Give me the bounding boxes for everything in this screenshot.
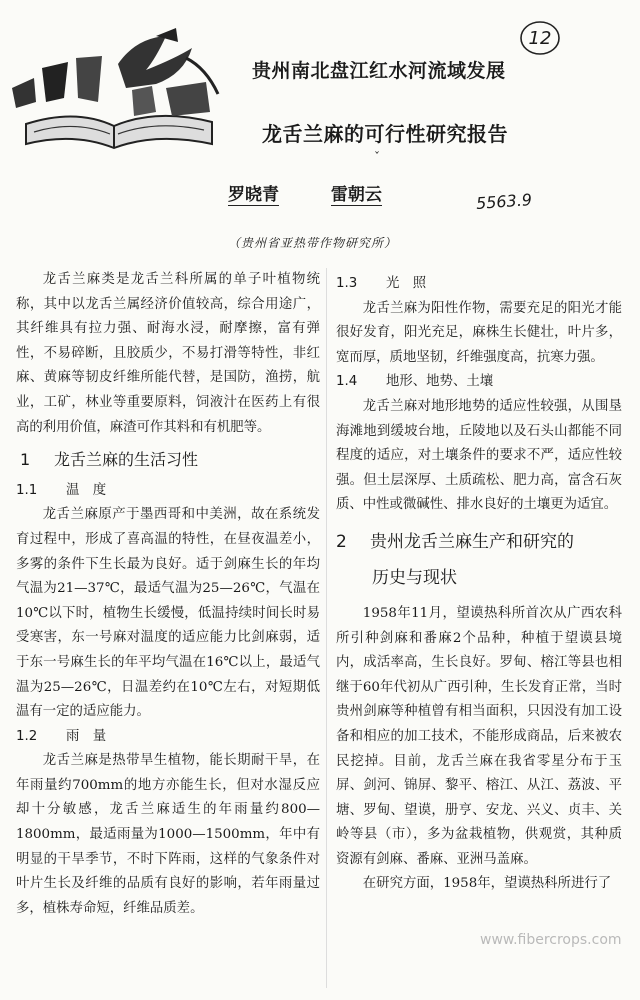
subsection-1-1-heading — [16, 479, 320, 504]
tick-mark-icon: ˇ — [374, 150, 380, 164]
page-number — [518, 18, 562, 58]
section-1-title: 龙舌兰麻的生活习性 — [54, 450, 199, 470]
subsection-1-1-title: 温 度 — [66, 482, 107, 498]
title-line-2: 龙舌兰麻的可行性研究报告 — [262, 122, 508, 146]
author-2: 雷朝云 — [331, 180, 382, 206]
title-line-1: 贵州南北盘江红水河流域发展 — [252, 60, 506, 82]
subsection-1-2-text: 龙舌兰麻是热带旱生植物，能长期耐干旱，在年雨量约700mm的地方亦能生长，但对水湿反应却十分敏感，龙舌兰麻适生的年雨量约800—1800mm，最适雨量为1000—1500mm，年中有明显的干旱季节，不时下阵雨，这样的气象条件对叶片生长及纤维的品质有良好的影响，若年雨量过多，植株寿命短，纤维品质差。 — [16, 753, 320, 916]
section-2-number: 2 — [336, 531, 347, 552]
subsection-1-3-title: 光 照 — [386, 276, 427, 291]
subsection-1-1-number: 1.1 — [16, 482, 38, 498]
subsection-1-2-heading — [16, 725, 320, 750]
section-2-heading — [336, 524, 622, 596]
section-2-title-line-1: 贵州龙舌兰麻生产和研究的 — [370, 531, 574, 552]
section-2-title-line-2: 历史与现状 — [372, 567, 457, 588]
subsection-1-2-title: 雨 量 — [66, 728, 107, 744]
author-1: 罗晓青 — [228, 180, 279, 206]
subsection-1-3-text: 龙舌兰麻为阳性作物，需要充足的阳光才能很好发育，阳光充足，麻株生长健壮，叶片多，宽而厚，质地坚韧，纤维强度高，抗寒力强。 — [336, 300, 622, 365]
subsection-1-4-title: 地形、地势、土壤 — [386, 374, 494, 390]
subsection-1-4-number: 1.4 — [336, 374, 358, 390]
affiliation: （贵州省亚热带作物研究所） — [228, 236, 398, 250]
subsection-1-2-number: 1.2 — [16, 728, 38, 744]
section-1-heading — [16, 448, 320, 473]
subsection-1-3-heading — [336, 272, 622, 297]
column-divider — [326, 268, 327, 988]
intro-paragraph: 龙舌兰麻类是龙舌兰科所属的单子叶植物统称，其中以龙舌兰属经济价值较高，综合用途广，其纤维具有拉力强、耐海水浸，耐摩擦，富有弹性，不易碎断，且胶质少，不易打滑等特性，非红麻、黄麻等韧皮纤维所能代替，是国防，渔捞，航业，工矿，林业等重要原料，饲液汁在医药上有很高的利用价值，麻渣可作其料和有机肥等。 — [16, 272, 320, 435]
page-number-text: 12 — [528, 27, 552, 49]
subsection-1-4-heading — [336, 370, 622, 395]
section-2-paragraph-2: 在研究方面，1958年，望谟热科所进行了 — [362, 876, 612, 892]
subsection-1-4-text: 龙舌兰麻对地形地势的适应性较强，从围垦海滩地到缓坡台地，丘陵地以及石头山都能不同程度的适应，对土壤条件的要求不严，适应性较强。但土层深厚、土质疏松、肥力高，富含石灰质、中性或微碱性、排水良好的土壤更为适宜。 — [336, 398, 622, 513]
section-1-number: 1 — [20, 450, 31, 470]
section-2-paragraph-1: 1958年11月，望谟热科所首次从广西农科所引种剑麻和番麻2个品种，种植于望谟县境内，成活率高，生长良好。罗甸、榕江等县也相继于60年代初从广西引种，生长发育正常，当时贵州剑麻等种植曾有相当面积，只因没有加工设备和相应的加工技术，不能形成商品，后来被农民挖掉。目前，龙舌兰麻在我省零星分布于玉屏、剑河、锦屏、黎平、榕江、从江、荔波、平塘、罗甸、望谟，册亨、安龙、兴义、贞丰、关岭等县（市），多为盆栽植物，供观赏，其种质资源有剑麻、番麻、亚洲马盖麻。 — [336, 605, 622, 867]
left-column — [16, 268, 320, 921]
watermark: www.fibercrops.com — [480, 932, 622, 948]
right-column — [336, 272, 622, 897]
subsection-1-3-number: 1.3 — [336, 276, 358, 291]
header-illustration — [6, 28, 224, 154]
handwritten-code: 5563.9 — [475, 190, 533, 213]
subsection-1-1-text: 龙舌兰麻原产于墨西哥和中美洲，故在系统发育过程中，形成了喜高温的特性，在昼夜温差小，多雾的条件下生长最为良好。适于剑麻生长的年均气温为21—37℃，最适气温为25—26℃，气温在10℃以下时，植物生长缓慢，低温持续时间长时易受寒害，东一号麻对温度的适应能力比剑麻弱，适于东一号麻生长的年平均气温在16℃以上，最适气温为25—26℃，日温差约在10℃左右，对短期低温有一定的适应能力。 — [16, 507, 320, 720]
